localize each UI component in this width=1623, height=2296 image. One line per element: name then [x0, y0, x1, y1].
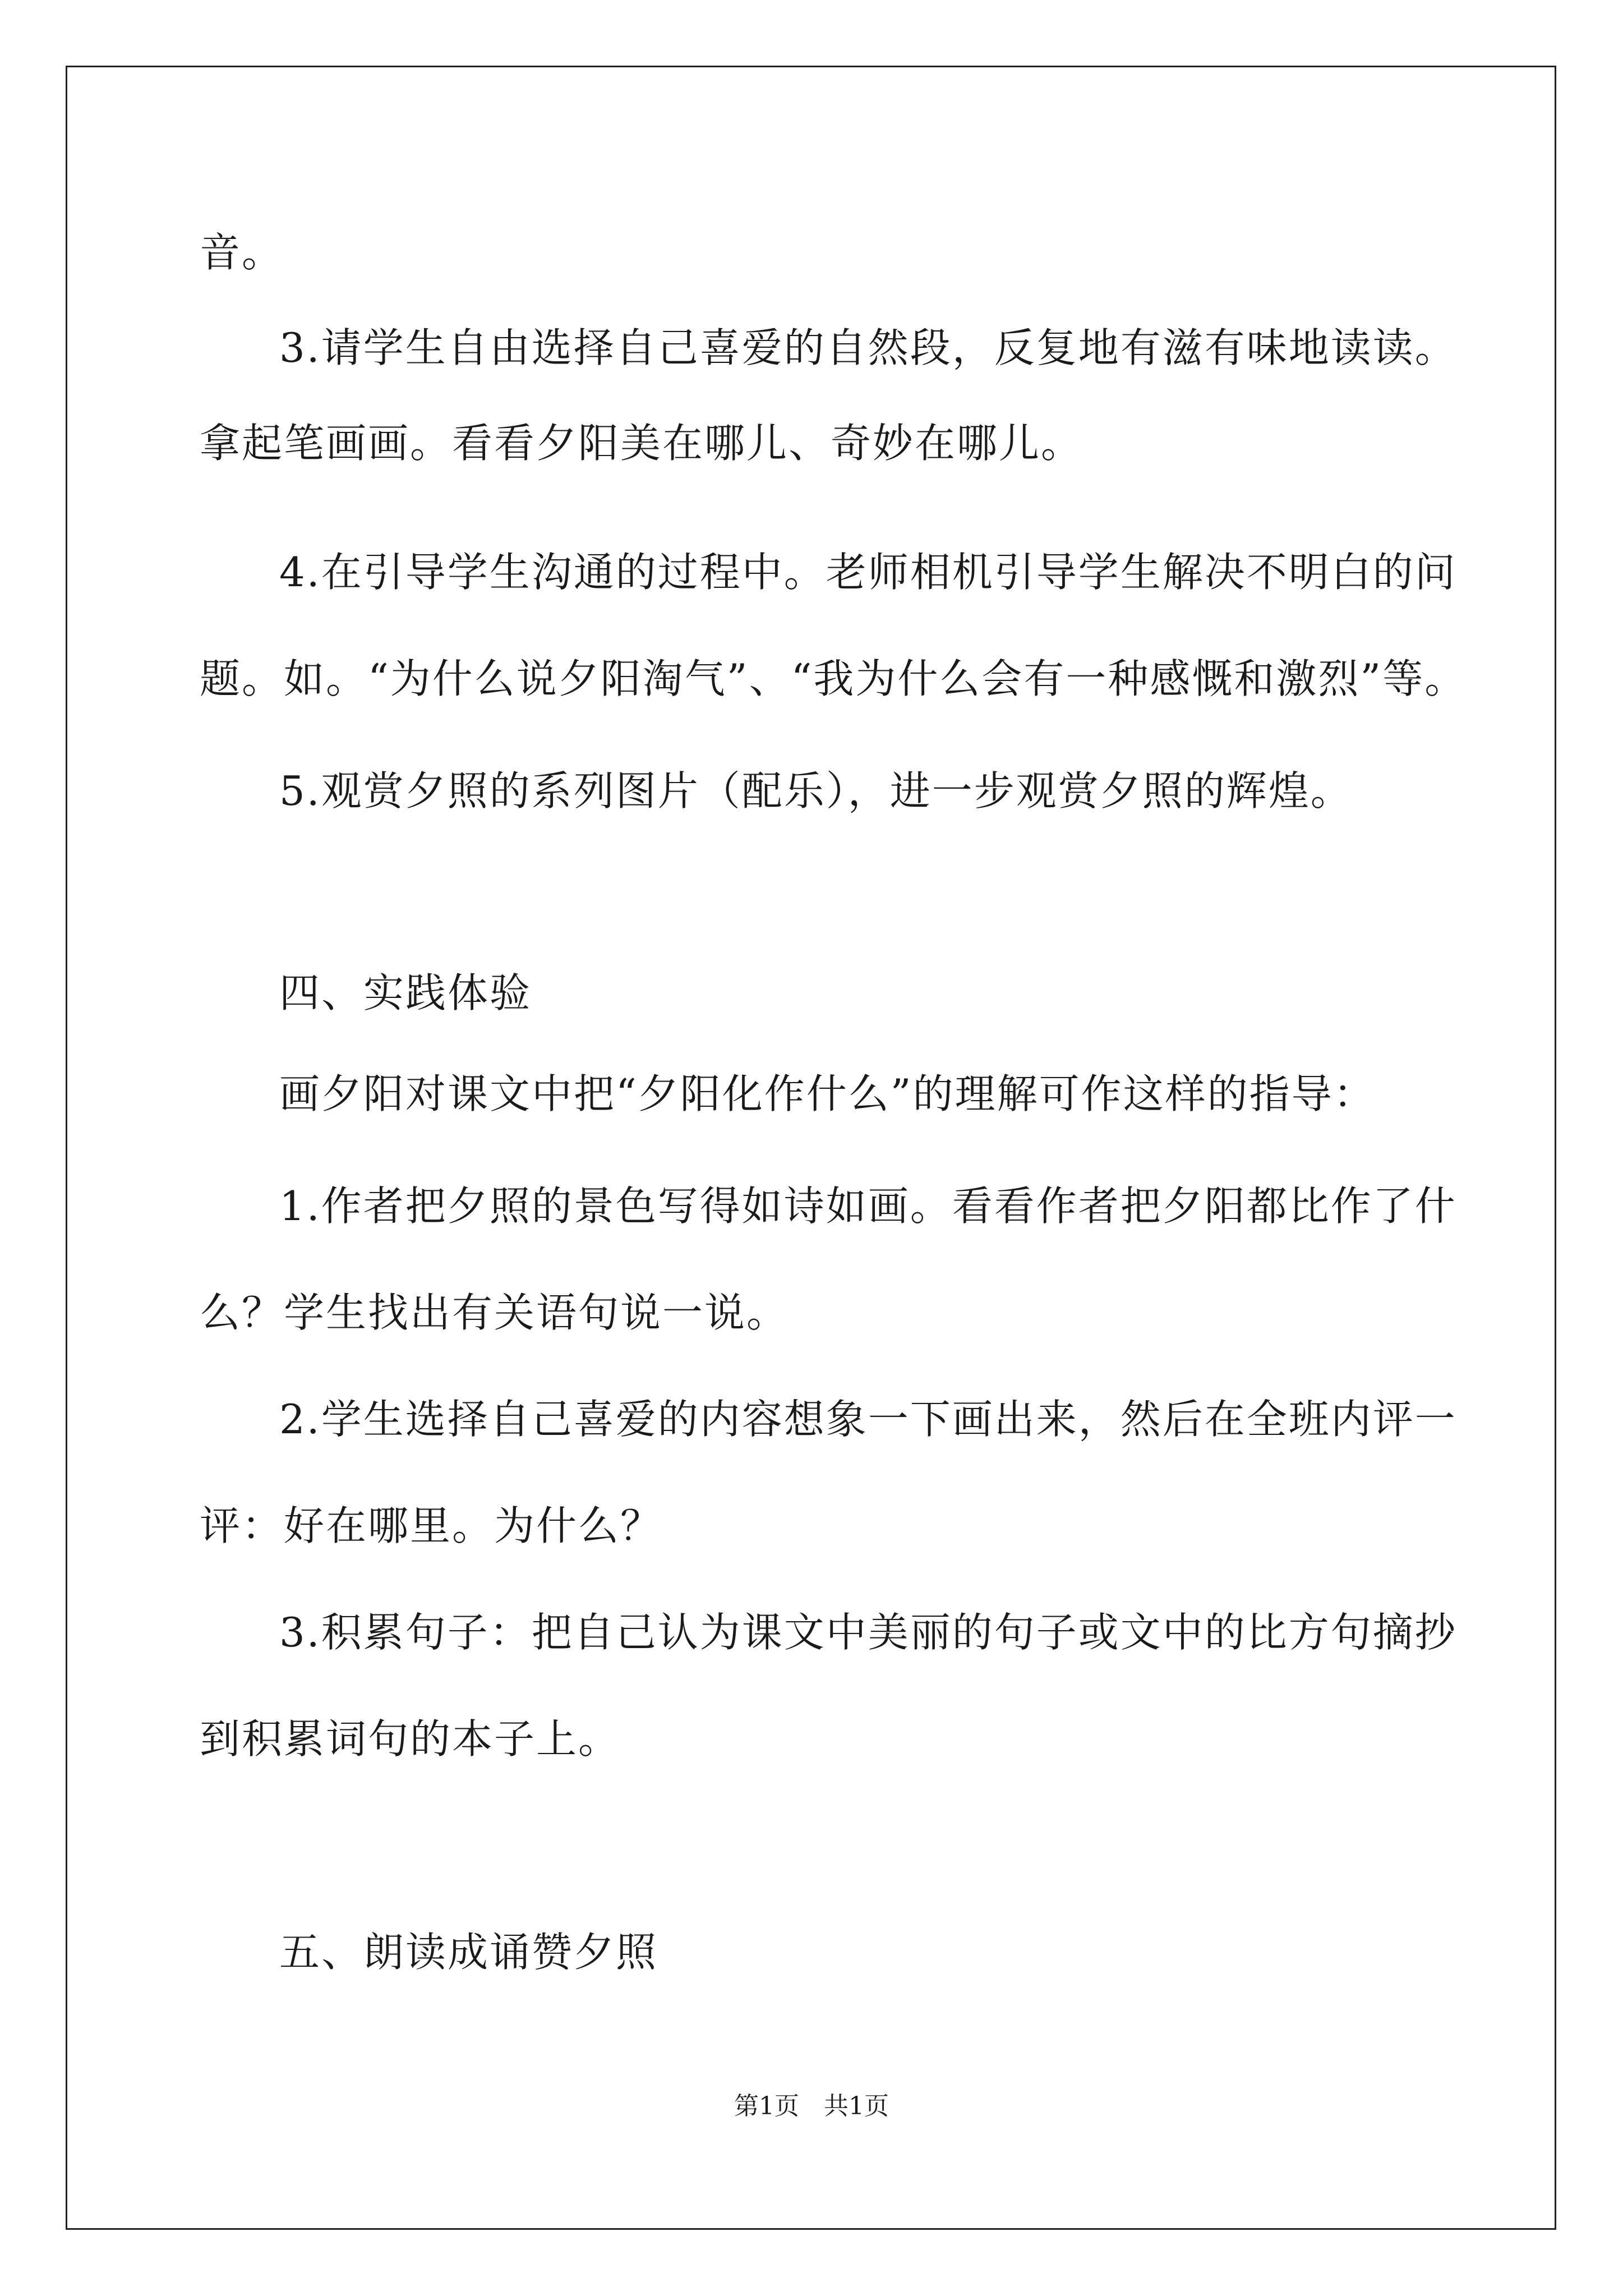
- text-line: 2.学生选择自己喜爱的内容想象一下画出来，然后在全班内评一: [279, 1396, 1457, 1443]
- text-line: 拿起笔画画。看看夕阳美在哪儿、奇妙在哪儿。: [200, 420, 1083, 467]
- page-border: [66, 66, 1556, 2230]
- section-heading: 五、朗读成诵赞夕照: [279, 1929, 658, 1976]
- text-line: 评：好在哪里。为什么？: [200, 1502, 663, 1549]
- text-line: 么？学生找出有关语句说一说。: [200, 1289, 789, 1336]
- text-line: 题。如。“为什么说夕阳淘气”、“我为什么会有一种感慨和激烈”等。: [200, 655, 1467, 702]
- text-line: 4.在引导学生沟通的过程中。老师相机引导学生解决不明白的问: [279, 549, 1457, 596]
- text-line: 3.积累句子：把自己认为课文中美丽的句子或文中的比方句摘抄: [279, 1609, 1457, 1656]
- section-heading: 四、实践体验: [279, 969, 532, 1016]
- text-line: 1.作者把夕照的景色写得如诗如画。看看作者把夕阳都比作了什: [279, 1182, 1457, 1230]
- page-footer: 第1页 共1页: [734, 2092, 889, 2120]
- text-line: 到积累词句的本子上。: [200, 1715, 621, 1763]
- text-line: 音。: [200, 229, 284, 276]
- text-line: 5.观赏夕照的系列图片（配乐），进一步观赏夕照的辉煌。: [279, 767, 1353, 815]
- text-line: 画夕阳对课文中把“夕阳化作什么”的理解可作这样的指导：: [279, 1070, 1376, 1117]
- text-line: 3.请学生自由选择自己喜爱的自然段，反复地有滋有味地读读。: [279, 324, 1457, 371]
